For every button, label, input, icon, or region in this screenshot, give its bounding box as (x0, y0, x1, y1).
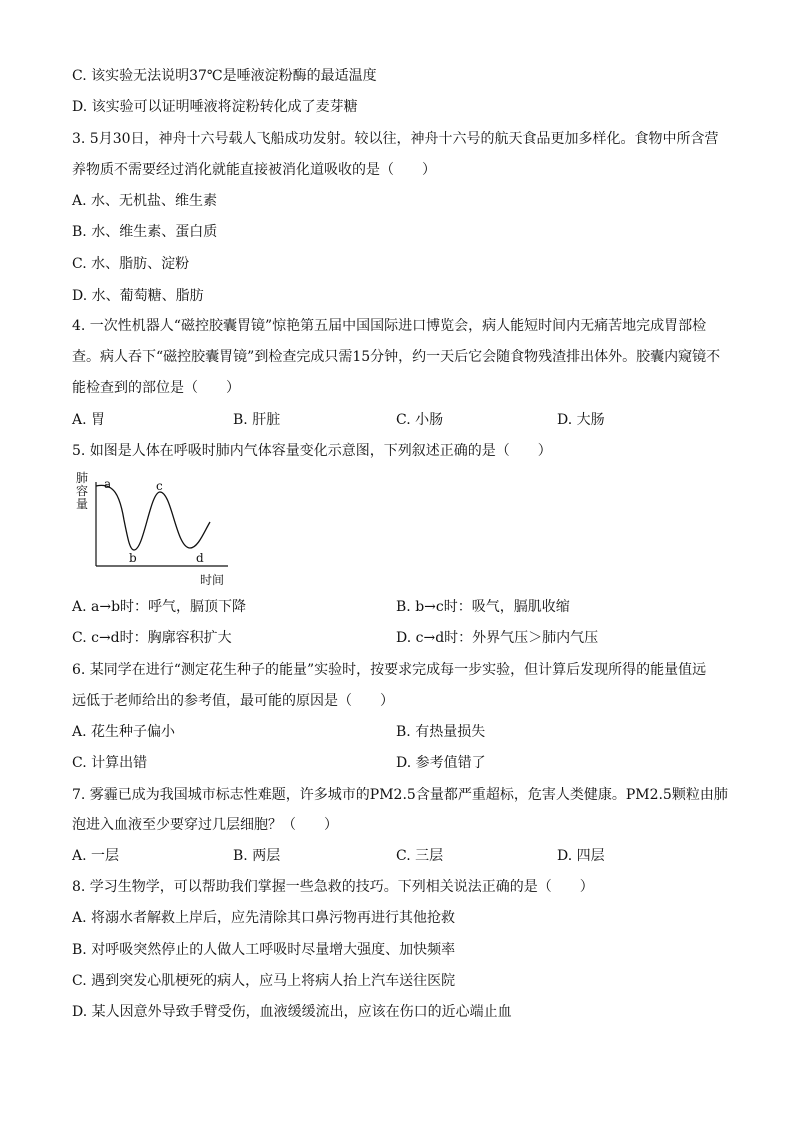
point-label-c: c (156, 479, 163, 493)
q7-option-b: B. 两层 (233, 848, 281, 864)
q5-option-c: C. c→d时：胸廓容积扩大 (72, 630, 232, 646)
q6-option-a: A. 花生种子偏小 (72, 724, 176, 740)
q5-option-d: D. c→d时：外界气压＞肺内气压 (396, 630, 599, 646)
q7-option-d: D. 四层 (557, 848, 605, 864)
q6-option-b: B. 有热量损失 (396, 724, 486, 740)
q4-option-c: C. 小肠 (396, 412, 444, 428)
lung-volume-curve (96, 485, 210, 550)
q8-option-c: C. 遇到突发心肌梗死的病人，应马上将病人抬上汽车送往医院 (72, 973, 456, 989)
lung-volume-chart (74, 468, 236, 588)
q7-option-c: C. 三层 (396, 848, 444, 864)
y-axis-label-char: 量 (76, 497, 89, 511)
q2-option-d: D. 该实验可以证明唾液将淀粉转化成了麦芽糖 (72, 99, 358, 115)
q8-option-a: A. 将溺水者解救上岸后，应先清除其口鼻污物再进行其他抢救 (72, 910, 456, 926)
y-axis-label-char: 肺 (76, 471, 89, 485)
q5-option-a: A. a→b时：呼气，膈顶下降 (72, 599, 247, 615)
point-label-a: a (104, 477, 112, 491)
q8-option-b: B. 对呼吸突然停止的人做人工呼吸时尽量增大强度、加快频率 (72, 942, 456, 958)
point-label-d: d (196, 551, 204, 565)
q3-option-d: D. 水、葡萄糖、脂肪 (72, 288, 204, 304)
q3-option-c: C. 水、脂肪、淀粉 (72, 256, 190, 272)
y-axis-label-char: 容 (76, 484, 89, 498)
q6-option-c: C. 计算出错 (72, 755, 148, 771)
q4-stem-line1: 4. 一次性机器人“磁控胶囊胃镜”惊艳第五届中国国际进口博览会，病人能短时间内无痛苦地完成胃部检 (72, 318, 707, 334)
point-label-b: b (129, 551, 137, 565)
q3-stem-line1: 3. 5月30日，神舟十六号载人飞船成功发射。较以往，神舟十六号的航天食品更加多样化。食物中所含营 (72, 131, 719, 147)
q6-option-d: D. 参考值错了 (396, 755, 486, 771)
q4-option-a: A. 胃 (72, 412, 106, 428)
y-axis-label (76, 470, 88, 511)
q7-option-a: A. 一层 (72, 848, 120, 864)
q3-stem-line2: 养物质不需要经过消化就能直接被消化道吸收的是（ ） (72, 162, 436, 178)
q7-stem-line2: 泡进入血液至少要穿过几层细胞？（ ） (72, 817, 338, 833)
q8-option-d: D. 某人因意外导致手臂受伤，血液缓缓流出，应该在伤口的近心端止血 (72, 1004, 512, 1020)
q5-stem: 5. 如图是人体在呼吸时肺内气体容量变化示意图，下列叙述正确的是（ ） (72, 443, 552, 459)
q6-stem-line1: 6. 某同学在进行“测定花生种子的能量”实验时，按要求完成每一步实验，但计算后发现所得的能量值远 (72, 662, 707, 678)
x-axis-label: 时间 (200, 573, 225, 587)
q4-stem-line2: 查。病人吞下“磁控胶囊胃镜”到检查完成只需15分钟，约一天后它会随食物残渣排出体外。胶囊内窥镜不 (72, 349, 721, 365)
q4-option-d: D. 大肠 (557, 412, 605, 428)
q4-stem-line3: 能检查到的部位是（ ） (72, 380, 240, 396)
q8-stem: 8. 学习生物学，可以帮助我们掌握一些急救的技巧。下列相关说法正确的是（ ） (72, 879, 594, 895)
q5-option-b: B. b→c时：吸气，膈肌收缩 (396, 599, 570, 615)
q4-option-b: B. 肝脏 (233, 412, 281, 428)
q3-option-a: A. 水、无机盐、维生素 (72, 193, 218, 209)
q7-stem-line1: 7. 雾霾已成为我国城市标志性难题，许多城市的PM2.5含量都严重超标，危害人类健康。PM2.5颗粒由肺 (72, 787, 728, 803)
q3-option-b: B. 水、维生素、蛋白质 (72, 224, 218, 240)
q6-stem-line2: 远低于老师给出的参考值，最可能的原因是（ ） (72, 693, 394, 709)
q2-option-c: C. 该实验无法说明37℃是唾液淀粉酶的最适温度 (72, 68, 377, 84)
